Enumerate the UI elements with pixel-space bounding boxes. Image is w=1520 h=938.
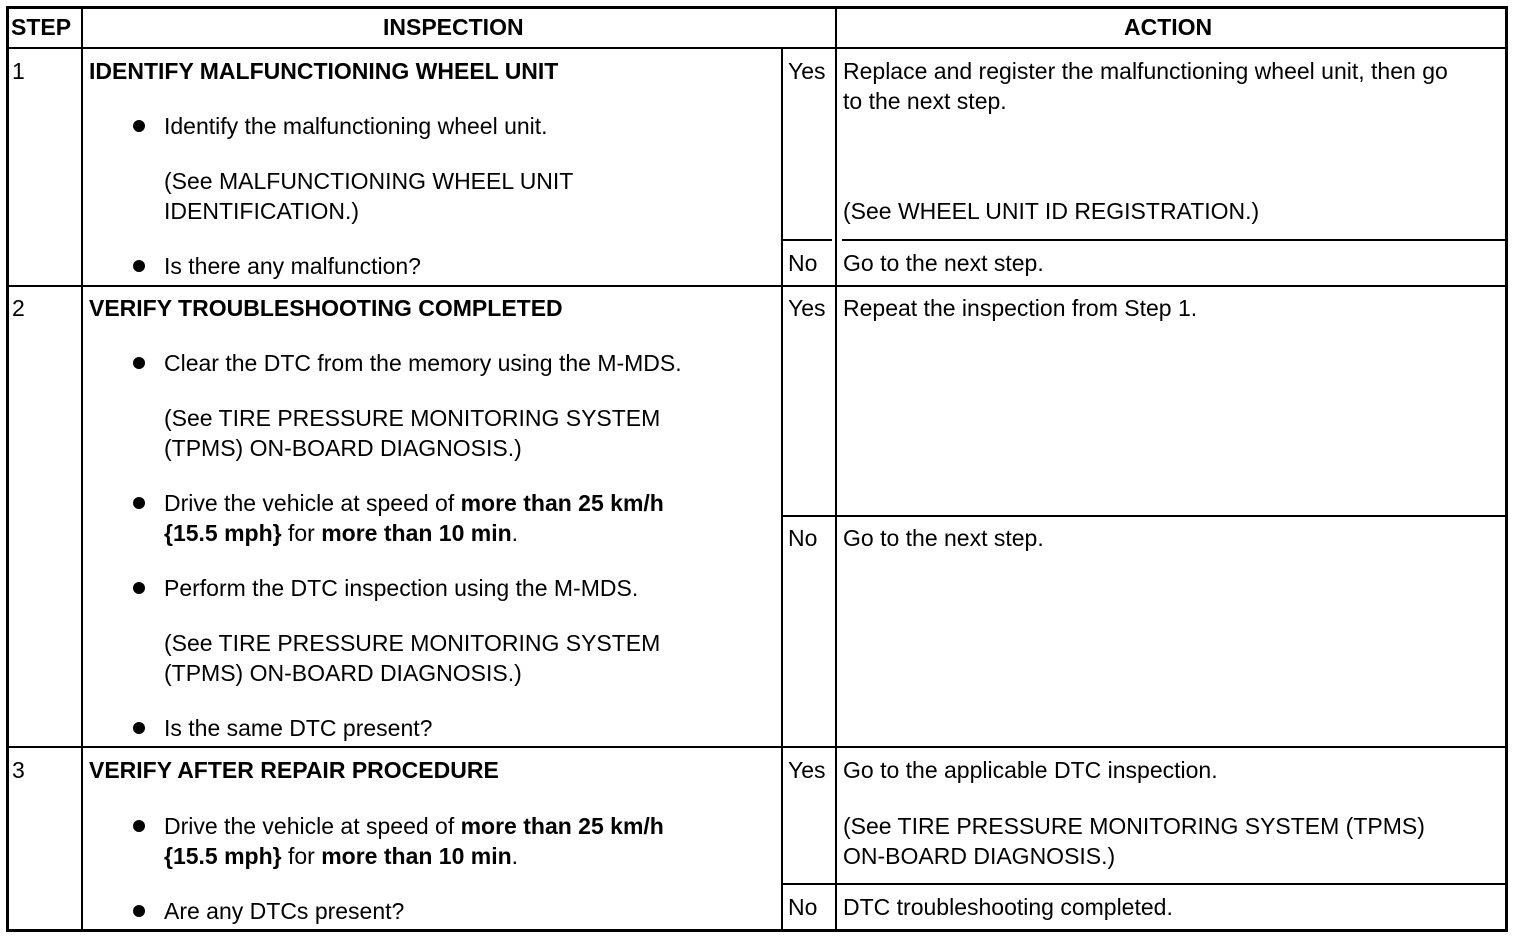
inspection-reference: (TPMS) ON-BOARD DIAGNOSIS.) <box>164 660 522 686</box>
yes-label: Yes <box>788 295 826 321</box>
inspection-bullet-text: Is the same DTC present? <box>164 715 433 741</box>
column-divider <box>835 7 837 931</box>
action-text: to the next step. <box>843 88 1007 114</box>
bullet-icon <box>133 497 145 509</box>
step-number: 3 <box>12 757 25 783</box>
action-text: Repeat the inspection from Step 1. <box>843 295 1198 321</box>
yes-no-divider <box>842 239 1507 241</box>
inspection-bullet-text: Is there any malfunction? <box>164 253 421 279</box>
step-title: IDENTIFY MALFUNCTIONING WHEEL UNIT <box>89 58 559 84</box>
inspection-reference: (See MALFUNCTIONING WHEEL UNIT <box>164 168 574 194</box>
action-text: DTC troubleshooting completed. <box>843 894 1173 920</box>
step-number: 1 <box>12 58 25 84</box>
row-divider <box>7 285 1507 287</box>
action-reference: ON-BOARD DIAGNOSIS.) <box>843 843 1116 869</box>
bullet-icon <box>133 722 145 734</box>
no-label: No <box>788 894 818 920</box>
header-action: ACTION <box>1124 14 1213 40</box>
inspection-reference: (TPMS) ON-BOARD DIAGNOSIS.) <box>164 435 522 461</box>
inspection-bullet-text: Clear the DTC from the memory using the M-MDS. <box>164 350 682 376</box>
action-reference: (See WHEEL UNIT ID REGISTRATION.) <box>843 198 1260 224</box>
inspection-bullet-text: Drive the vehicle at speed of more than 25 km/h <box>164 813 664 839</box>
action-text: Go to the next step. <box>843 525 1044 551</box>
yes-no-divider <box>782 515 1507 517</box>
bullet-icon <box>133 905 145 917</box>
step-number: 2 <box>12 295 25 321</box>
inspection-reference: (See TIRE PRESSURE MONITORING SYSTEM <box>164 405 661 431</box>
bullet-icon <box>133 260 145 272</box>
header-step: STEP <box>11 14 72 40</box>
column-divider <box>81 7 83 931</box>
inspection-bullet-text: Identify the malfunctioning wheel unit. <box>164 113 548 139</box>
yes-label: Yes <box>788 757 826 783</box>
inspection-bullet-text: Drive the vehicle at speed of more than 25 km/h <box>164 490 664 516</box>
column-divider <box>781 48 783 931</box>
action-text: Replace and register the malfunctioning wheel unit, then go <box>843 58 1448 84</box>
yes-no-divider <box>782 883 1507 885</box>
action-text: Go to the next step. <box>843 250 1044 276</box>
row-divider <box>7 746 1507 748</box>
inspection-reference: (See TIRE PRESSURE MONITORING SYSTEM <box>164 630 661 656</box>
no-label: No <box>788 525 818 551</box>
no-label: No <box>788 250 818 276</box>
bullet-icon <box>133 820 145 832</box>
bullet-icon <box>133 357 145 369</box>
action-text: Go to the applicable DTC inspection. <box>843 757 1218 783</box>
inspection-bullet-text: Perform the DTC inspection using the M-MDS. <box>164 575 639 601</box>
inspection-reference: IDENTIFICATION.) <box>164 198 360 224</box>
header-divider <box>7 47 1507 49</box>
step-title: VERIFY TROUBLESHOOTING COMPLETED <box>89 295 563 321</box>
header-inspection: INSPECTION <box>383 14 524 40</box>
inspection-bullet-text: Are any DTCs present? <box>164 898 405 924</box>
bullet-icon <box>133 582 145 594</box>
inspection-bullet-text: {15.5 mph} for more than 10 min. <box>164 520 519 546</box>
bullet-icon <box>133 120 145 132</box>
action-reference: (See TIRE PRESSURE MONITORING SYSTEM (TPMS) <box>843 813 1425 839</box>
inspection-bullet-text: {15.5 mph} for more than 10 min. <box>164 843 519 869</box>
yes-no-divider <box>782 239 832 241</box>
step-title: VERIFY AFTER REPAIR PROCEDURE <box>89 757 499 783</box>
yes-label: Yes <box>788 58 826 84</box>
table-frame <box>6 6 1508 932</box>
